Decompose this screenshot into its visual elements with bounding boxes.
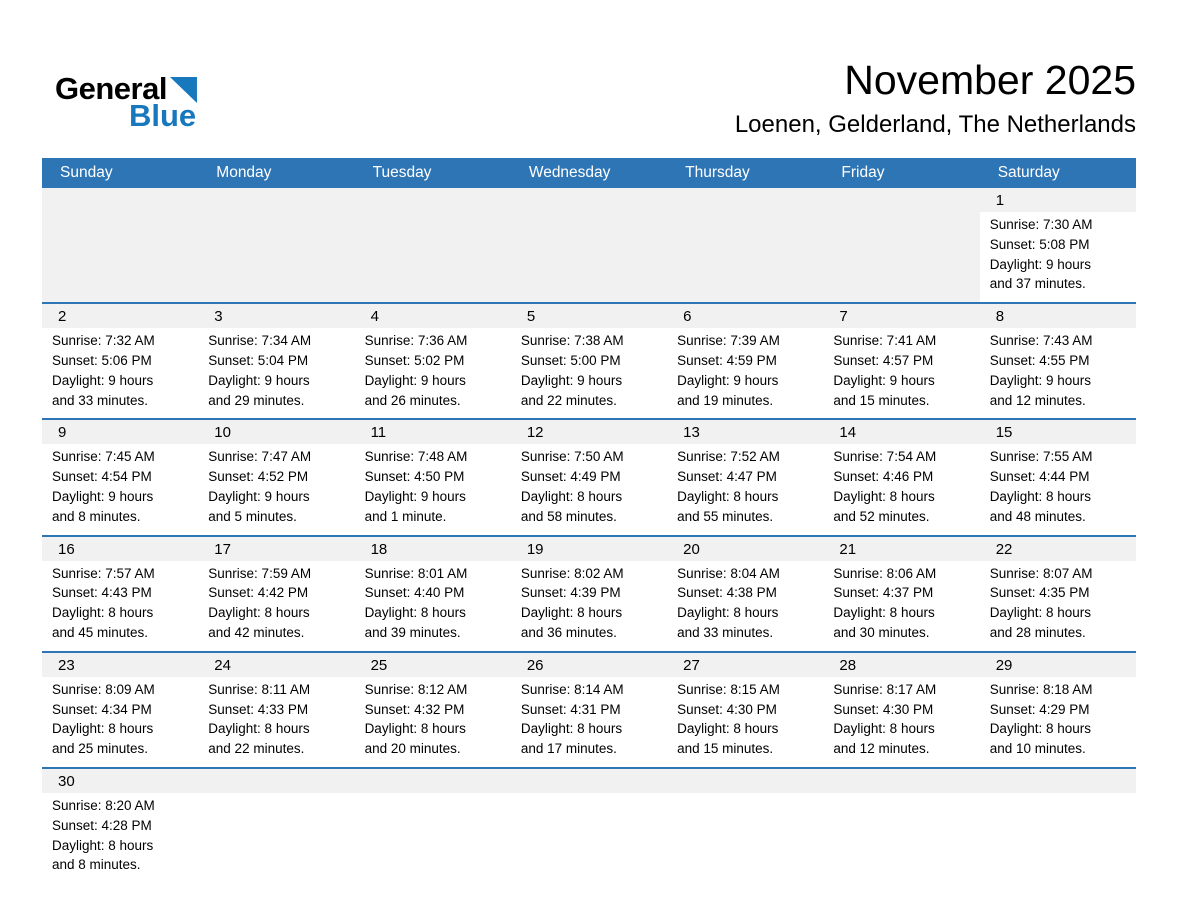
day-number-strip bbox=[355, 537, 511, 561]
daylight-text-line1: Daylight: 9 hours bbox=[364, 372, 466, 388]
daylight-text-line2: and 29 minutes. bbox=[208, 392, 305, 408]
daylight-text-line2: and 10 minutes. bbox=[989, 741, 1086, 757]
daylight-text-line1: Daylight: 8 hours bbox=[677, 488, 779, 504]
day-cell-17 bbox=[198, 537, 354, 651]
week-row-1 bbox=[42, 188, 1136, 302]
day-number-strip bbox=[511, 653, 667, 677]
day-number-strip bbox=[980, 420, 1136, 444]
sunset-text: Sunset: 5:00 PM bbox=[520, 352, 621, 368]
daylight-text-line2: and 12 minutes. bbox=[833, 741, 930, 757]
calendar-grid bbox=[42, 158, 1136, 883]
daylight-text-line2: and 1 minute. bbox=[364, 508, 447, 524]
empty-day-cell bbox=[511, 188, 667, 302]
sunset-text: Sunset: 4:50 PM bbox=[364, 469, 465, 485]
daylight-text-line2: and 58 minutes. bbox=[520, 508, 617, 524]
day-number-strip bbox=[198, 537, 354, 561]
empty-day-cell bbox=[198, 769, 354, 883]
day-body bbox=[511, 677, 667, 767]
day-cell-20 bbox=[667, 537, 823, 651]
daylight-text-line2: and 52 minutes. bbox=[833, 508, 930, 524]
week-row-6 bbox=[42, 767, 1136, 883]
weekday-monday: Monday bbox=[216, 164, 272, 181]
day-number: 22 bbox=[995, 540, 1013, 558]
day-body bbox=[823, 677, 979, 767]
sunrise-text: Sunrise: 7:30 AM bbox=[989, 217, 1093, 232]
day-number: 1 bbox=[995, 192, 1005, 209]
daylight-text-line1: Daylight: 8 hours bbox=[989, 721, 1091, 737]
day-cell-13 bbox=[667, 420, 823, 534]
day-body bbox=[355, 793, 511, 883]
day-body bbox=[667, 212, 823, 302]
day-number: 5 bbox=[526, 308, 536, 326]
day-cell-7 bbox=[823, 304, 979, 418]
day-number-strip bbox=[667, 188, 823, 212]
day-number-strip bbox=[980, 304, 1136, 328]
day-body bbox=[42, 793, 198, 883]
day-number-strip bbox=[667, 653, 823, 677]
sunrise-text: Sunrise: 8:14 AM bbox=[520, 681, 624, 697]
day-body bbox=[355, 328, 511, 418]
sunrise-text: Sunrise: 7:50 AM bbox=[520, 449, 624, 465]
day-number-strip bbox=[667, 537, 823, 561]
sunset-text: Sunset: 4:37 PM bbox=[833, 585, 934, 601]
day-body bbox=[355, 561, 511, 651]
day-cell-25 bbox=[355, 653, 511, 767]
day-body bbox=[980, 212, 1136, 302]
day-body bbox=[198, 444, 354, 534]
day-number-strip bbox=[667, 420, 823, 444]
daylight-text-line2: and 25 minutes. bbox=[52, 741, 149, 757]
day-number-strip bbox=[355, 769, 511, 793]
daylight-text-line2: and 15 minutes. bbox=[677, 741, 774, 757]
sunset-text: Sunset: 5:08 PM bbox=[989, 236, 1090, 252]
sunrise-text: Sunrise: 8:09 AM bbox=[52, 681, 155, 697]
day-number-strip bbox=[42, 653, 198, 677]
day-body bbox=[42, 328, 198, 418]
daylight-text-line1: Daylight: 8 hours bbox=[677, 721, 779, 737]
sunset-text: Sunset: 4:46 PM bbox=[833, 469, 934, 485]
day-cell-16 bbox=[42, 537, 198, 651]
day-body bbox=[198, 328, 354, 418]
day-number-strip bbox=[42, 769, 198, 793]
day-body bbox=[667, 444, 823, 534]
sunrise-text: Sunrise: 7:32 AM bbox=[52, 333, 155, 349]
day-cell-9 bbox=[42, 420, 198, 534]
empty-day-cell bbox=[355, 188, 511, 302]
daylight-text-line2: and 17 minutes. bbox=[520, 741, 617, 757]
sunset-text: Sunset: 4:54 PM bbox=[52, 469, 152, 485]
daylight-text-line1: Daylight: 9 hours bbox=[833, 372, 935, 388]
empty-day-cell bbox=[42, 188, 198, 302]
sunset-text: Sunset: 4:52 PM bbox=[208, 469, 309, 485]
day-body bbox=[823, 212, 979, 302]
day-number: 8 bbox=[995, 308, 1005, 326]
daylight-text-line1: Daylight: 8 hours bbox=[208, 605, 310, 621]
day-number-strip bbox=[823, 304, 979, 328]
sunrise-text: Sunrise: 7:41 AM bbox=[833, 333, 937, 349]
day-number-strip bbox=[42, 304, 198, 328]
day-number: 20 bbox=[683, 540, 700, 558]
day-number: 7 bbox=[839, 308, 848, 326]
day-body bbox=[823, 561, 979, 651]
day-number: 2 bbox=[58, 308, 67, 326]
day-body bbox=[980, 793, 1136, 883]
month-title: November 2025 bbox=[844, 57, 1136, 103]
day-number: 16 bbox=[58, 540, 75, 558]
sunset-text: Sunset: 4:32 PM bbox=[364, 701, 465, 717]
empty-day-cell bbox=[823, 188, 979, 302]
day-cell-2 bbox=[42, 304, 198, 418]
sunrise-text: Sunrise: 7:45 AM bbox=[52, 449, 155, 465]
day-number-strip bbox=[980, 188, 1136, 212]
sunrise-text: Sunrise: 7:55 AM bbox=[989, 449, 1093, 465]
day-cell-24 bbox=[198, 653, 354, 767]
day-number: 28 bbox=[839, 656, 857, 674]
sunrise-text: Sunrise: 7:52 AM bbox=[677, 449, 780, 465]
logo-text-blue: Blue bbox=[129, 98, 197, 133]
day-number: 4 bbox=[370, 308, 379, 326]
day-number-strip bbox=[511, 537, 667, 561]
day-body bbox=[667, 561, 823, 651]
day-body bbox=[198, 677, 354, 767]
day-number-strip bbox=[667, 769, 823, 793]
day-body bbox=[511, 561, 667, 651]
daylight-text-line1: Daylight: 9 hours bbox=[52, 372, 154, 388]
daylight-text-line2: and 37 minutes. bbox=[989, 276, 1086, 292]
sunset-text: Sunset: 4:31 PM bbox=[520, 701, 621, 717]
weekday-friday: Friday bbox=[841, 164, 885, 181]
sunrise-text: Sunrise: 7:43 AM bbox=[989, 333, 1093, 349]
day-number: 3 bbox=[214, 308, 223, 326]
day-number-strip bbox=[823, 537, 979, 561]
daylight-text-line1: Daylight: 8 hours bbox=[677, 605, 779, 621]
day-cell-30 bbox=[42, 769, 198, 883]
daylight-text-line2: and 19 minutes. bbox=[677, 392, 774, 408]
sunset-text: Sunset: 4:30 PM bbox=[833, 701, 934, 717]
day-number: 6 bbox=[683, 308, 692, 326]
day-number: 23 bbox=[58, 656, 75, 674]
daylight-text-line1: Daylight: 8 hours bbox=[989, 605, 1091, 621]
day-number-strip bbox=[42, 537, 198, 561]
daylight-text-line2: and 48 minutes. bbox=[989, 508, 1086, 524]
location-subtitle: Loenen, Gelderland, The Netherlands bbox=[734, 111, 1136, 138]
daylight-text-line1: Daylight: 8 hours bbox=[520, 488, 623, 504]
daylight-text-line1: Daylight: 9 hours bbox=[520, 372, 623, 388]
day-body bbox=[980, 677, 1136, 767]
sunset-text: Sunset: 4:28 PM bbox=[52, 817, 152, 833]
sunrise-text: Sunrise: 8:07 AM bbox=[989, 565, 1093, 581]
sunset-text: Sunset: 4:44 PM bbox=[989, 469, 1090, 485]
day-number-strip bbox=[511, 420, 667, 444]
daylight-text-line1: Daylight: 9 hours bbox=[677, 372, 779, 388]
daylight-text-line1: Daylight: 8 hours bbox=[364, 721, 466, 737]
day-number-strip bbox=[823, 769, 979, 793]
weekday-thursday: Thursday bbox=[685, 164, 750, 181]
day-number: 15 bbox=[995, 424, 1013, 442]
day-cell-18 bbox=[355, 537, 511, 651]
day-number: 26 bbox=[526, 656, 544, 674]
empty-day-cell bbox=[198, 188, 354, 302]
day-cell-1 bbox=[980, 188, 1136, 302]
calendar-weeks bbox=[42, 188, 1136, 883]
sunrise-text: Sunrise: 7:54 AM bbox=[833, 449, 937, 465]
daylight-text-line1: Daylight: 8 hours bbox=[520, 721, 623, 737]
day-body bbox=[355, 212, 511, 302]
sunset-text: Sunset: 4:57 PM bbox=[833, 352, 934, 368]
weekday-saturday: Saturday bbox=[997, 164, 1060, 181]
empty-day-cell bbox=[823, 769, 979, 883]
day-number-strip bbox=[42, 420, 198, 444]
sunset-text: Sunset: 4:38 PM bbox=[677, 585, 777, 601]
daylight-text-line2: and 36 minutes. bbox=[520, 624, 617, 640]
sunrise-text: Sunrise: 7:48 AM bbox=[364, 449, 468, 465]
daylight-text-line1: Daylight: 8 hours bbox=[833, 488, 935, 504]
day-body bbox=[355, 444, 511, 534]
day-number-strip bbox=[980, 769, 1136, 793]
day-number-strip bbox=[980, 537, 1136, 561]
day-body bbox=[980, 561, 1136, 651]
sunset-text: Sunset: 4:43 PM bbox=[52, 585, 152, 601]
daylight-text-line2: and 33 minutes. bbox=[677, 624, 774, 640]
week-row-2 bbox=[42, 302, 1136, 418]
day-body bbox=[42, 561, 198, 651]
daylight-text-line2: and 8 minutes. bbox=[52, 857, 141, 873]
sunrise-text: Sunrise: 7:39 AM bbox=[677, 333, 780, 349]
day-cell-11 bbox=[355, 420, 511, 534]
day-number: 30 bbox=[58, 772, 75, 790]
day-number: 12 bbox=[526, 424, 544, 442]
daylight-text-line2: and 22 minutes. bbox=[520, 392, 617, 408]
daylight-text-line2: and 5 minutes. bbox=[208, 508, 297, 524]
sunset-text: Sunset: 4:35 PM bbox=[989, 585, 1090, 601]
day-body bbox=[511, 444, 667, 534]
daylight-text-line2: and 42 minutes. bbox=[208, 624, 305, 640]
day-cell-26 bbox=[511, 653, 667, 767]
day-number-strip bbox=[355, 188, 511, 212]
day-number: 17 bbox=[214, 540, 231, 558]
sunset-text: Sunset: 4:29 PM bbox=[989, 701, 1090, 717]
sunset-text: Sunset: 4:47 PM bbox=[677, 469, 777, 485]
day-cell-14 bbox=[823, 420, 979, 534]
day-body bbox=[980, 328, 1136, 418]
week-row-3 bbox=[42, 418, 1136, 534]
day-cell-23 bbox=[42, 653, 198, 767]
week-row-4 bbox=[42, 535, 1136, 651]
daylight-text-line1: Daylight: 8 hours bbox=[52, 605, 154, 621]
day-body bbox=[667, 793, 823, 883]
daylight-text-line2: and 26 minutes. bbox=[364, 392, 461, 408]
day-number: 29 bbox=[995, 656, 1013, 674]
sunrise-text: Sunrise: 8:06 AM bbox=[833, 565, 937, 581]
daylight-text-line2: and 33 minutes. bbox=[52, 392, 149, 408]
day-number: 24 bbox=[214, 656, 231, 674]
day-cell-4 bbox=[355, 304, 511, 418]
empty-day-cell bbox=[667, 188, 823, 302]
sunset-text: Sunset: 4:30 PM bbox=[677, 701, 777, 717]
weekday-tuesday: Tuesday bbox=[372, 164, 432, 181]
daylight-text-line1: Daylight: 9 hours bbox=[208, 488, 310, 504]
sunset-text: Sunset: 5:04 PM bbox=[208, 352, 309, 368]
day-number: 25 bbox=[370, 656, 388, 674]
day-number: 13 bbox=[683, 424, 700, 442]
day-number-strip bbox=[355, 304, 511, 328]
logo-text-general: General bbox=[55, 71, 167, 106]
daylight-text-line2: and 28 minutes. bbox=[989, 624, 1086, 640]
daylight-text-line1: Daylight: 9 hours bbox=[208, 372, 310, 388]
day-body bbox=[42, 212, 198, 302]
daylight-text-line2: and 8 minutes. bbox=[52, 508, 141, 524]
daylight-text-line2: and 20 minutes. bbox=[364, 741, 461, 757]
sunrise-text: Sunrise: 8:01 AM bbox=[364, 565, 468, 581]
daylight-text-line2: and 55 minutes. bbox=[677, 508, 774, 524]
daylight-text-line1: Daylight: 8 hours bbox=[520, 605, 623, 621]
day-cell-19 bbox=[511, 537, 667, 651]
daylight-text-line1: Daylight: 8 hours bbox=[833, 605, 935, 621]
day-cell-21 bbox=[823, 537, 979, 651]
empty-day-cell bbox=[355, 769, 511, 883]
daylight-text-line2: and 30 minutes. bbox=[833, 624, 930, 640]
sunset-text: Sunset: 4:42 PM bbox=[208, 585, 309, 601]
sunrise-text: Sunrise: 8:18 AM bbox=[989, 681, 1093, 697]
daylight-text-line2: and 12 minutes. bbox=[989, 392, 1086, 408]
day-body bbox=[198, 212, 354, 302]
day-body bbox=[42, 677, 198, 767]
day-cell-10 bbox=[198, 420, 354, 534]
day-number: 14 bbox=[839, 424, 857, 442]
empty-day-cell bbox=[667, 769, 823, 883]
day-cell-29 bbox=[980, 653, 1136, 767]
weekday-wednesday: Wednesday bbox=[528, 164, 611, 181]
day-cell-5 bbox=[511, 304, 667, 418]
sunset-text: Sunset: 4:33 PM bbox=[208, 701, 309, 717]
daylight-text-line1: Daylight: 9 hours bbox=[989, 372, 1091, 388]
sunset-text: Sunset: 4:55 PM bbox=[989, 352, 1090, 368]
sunset-text: Sunset: 5:02 PM bbox=[364, 352, 465, 368]
day-number-strip bbox=[823, 653, 979, 677]
title-block bbox=[236, 56, 1136, 140]
sunrise-text: Sunrise: 7:57 AM bbox=[52, 565, 155, 581]
day-cell-27 bbox=[667, 653, 823, 767]
sunrise-text: Sunrise: 7:38 AM bbox=[520, 333, 624, 349]
day-number-strip bbox=[980, 653, 1136, 677]
day-cell-3 bbox=[198, 304, 354, 418]
day-number: 11 bbox=[370, 424, 387, 442]
day-number-strip bbox=[198, 188, 354, 212]
sunset-text: Sunset: 4:34 PM bbox=[52, 701, 152, 717]
daylight-text-line2: and 22 minutes. bbox=[208, 741, 305, 757]
daylight-text-line1: Daylight: 9 hours bbox=[989, 256, 1091, 272]
sunrise-text: Sunrise: 7:36 AM bbox=[364, 333, 468, 349]
sunset-text: Sunset: 4:59 PM bbox=[677, 352, 777, 368]
week-row-5 bbox=[42, 651, 1136, 767]
daylight-text-line1: Daylight: 9 hours bbox=[52, 488, 154, 504]
day-cell-8 bbox=[980, 304, 1136, 418]
sunrise-text: Sunrise: 8:12 AM bbox=[364, 681, 468, 697]
day-number-strip bbox=[198, 769, 354, 793]
daylight-text-line1: Daylight: 8 hours bbox=[833, 721, 935, 737]
day-number-strip bbox=[667, 304, 823, 328]
sunrise-text: Sunrise: 7:34 AM bbox=[208, 333, 312, 349]
day-cell-12 bbox=[511, 420, 667, 534]
empty-day-cell bbox=[980, 769, 1136, 883]
sunrise-text: Sunrise: 8:15 AM bbox=[677, 681, 780, 697]
day-number-strip bbox=[198, 304, 354, 328]
day-number: 18 bbox=[370, 540, 388, 558]
day-number-strip bbox=[511, 188, 667, 212]
day-body bbox=[198, 793, 354, 883]
day-body bbox=[511, 328, 667, 418]
sunset-text: Sunset: 4:39 PM bbox=[520, 585, 621, 601]
day-number: 27 bbox=[683, 656, 700, 674]
day-number-strip bbox=[198, 653, 354, 677]
weekday-sunday: Sunday bbox=[60, 164, 113, 181]
empty-day-cell bbox=[511, 769, 667, 883]
sunset-text: Sunset: 5:06 PM bbox=[52, 352, 152, 368]
day-body bbox=[42, 444, 198, 534]
day-body bbox=[667, 328, 823, 418]
sunset-text: Sunset: 4:49 PM bbox=[520, 469, 621, 485]
day-body bbox=[823, 328, 979, 418]
day-body bbox=[511, 212, 667, 302]
day-number-strip bbox=[355, 420, 511, 444]
day-body bbox=[980, 444, 1136, 534]
day-cell-28 bbox=[823, 653, 979, 767]
day-number-strip bbox=[42, 188, 198, 212]
daylight-text-line1: Daylight: 8 hours bbox=[364, 605, 466, 621]
sunrise-text: Sunrise: 8:20 AM bbox=[52, 797, 155, 813]
sunrise-text: Sunrise: 8:02 AM bbox=[520, 565, 624, 581]
sunrise-text: Sunrise: 7:47 AM bbox=[208, 449, 312, 465]
day-number-strip bbox=[823, 420, 979, 444]
day-body bbox=[667, 677, 823, 767]
day-number-strip bbox=[511, 304, 667, 328]
daylight-text-line1: Daylight: 8 hours bbox=[52, 837, 154, 853]
day-number-strip bbox=[355, 653, 511, 677]
daylight-text-line2: and 45 minutes. bbox=[52, 624, 149, 640]
day-body bbox=[511, 793, 667, 883]
day-body bbox=[823, 793, 979, 883]
sunrise-text: Sunrise: 8:17 AM bbox=[833, 681, 937, 697]
day-number-strip bbox=[198, 420, 354, 444]
day-number: 19 bbox=[526, 540, 544, 558]
day-number: 21 bbox=[839, 540, 857, 558]
day-number: 10 bbox=[214, 424, 231, 442]
sunrise-text: Sunrise: 8:11 AM bbox=[208, 681, 311, 697]
daylight-text-line1: Daylight: 9 hours bbox=[364, 488, 466, 504]
sunrise-text: Sunrise: 8:04 AM bbox=[677, 565, 780, 581]
daylight-text-line1: Daylight: 8 hours bbox=[208, 721, 310, 737]
sunset-text: Sunset: 4:40 PM bbox=[364, 585, 465, 601]
daylight-text-line1: Daylight: 8 hours bbox=[52, 721, 154, 737]
daylight-text-line2: and 15 minutes. bbox=[833, 392, 930, 408]
day-cell-22 bbox=[980, 537, 1136, 651]
weekday-header-row bbox=[42, 158, 1136, 188]
day-cell-6 bbox=[667, 304, 823, 418]
day-body bbox=[198, 561, 354, 651]
day-number-strip bbox=[511, 769, 667, 793]
day-body bbox=[823, 444, 979, 534]
daylight-text-line2: and 39 minutes. bbox=[364, 624, 461, 640]
day-number: 9 bbox=[58, 424, 67, 442]
day-body bbox=[355, 677, 511, 767]
day-number-strip bbox=[823, 188, 979, 212]
general-blue-logo bbox=[55, 71, 197, 133]
daylight-text-line1: Daylight: 8 hours bbox=[989, 488, 1091, 504]
day-cell-15 bbox=[980, 420, 1136, 534]
sunrise-text: Sunrise: 7:59 AM bbox=[208, 565, 312, 581]
